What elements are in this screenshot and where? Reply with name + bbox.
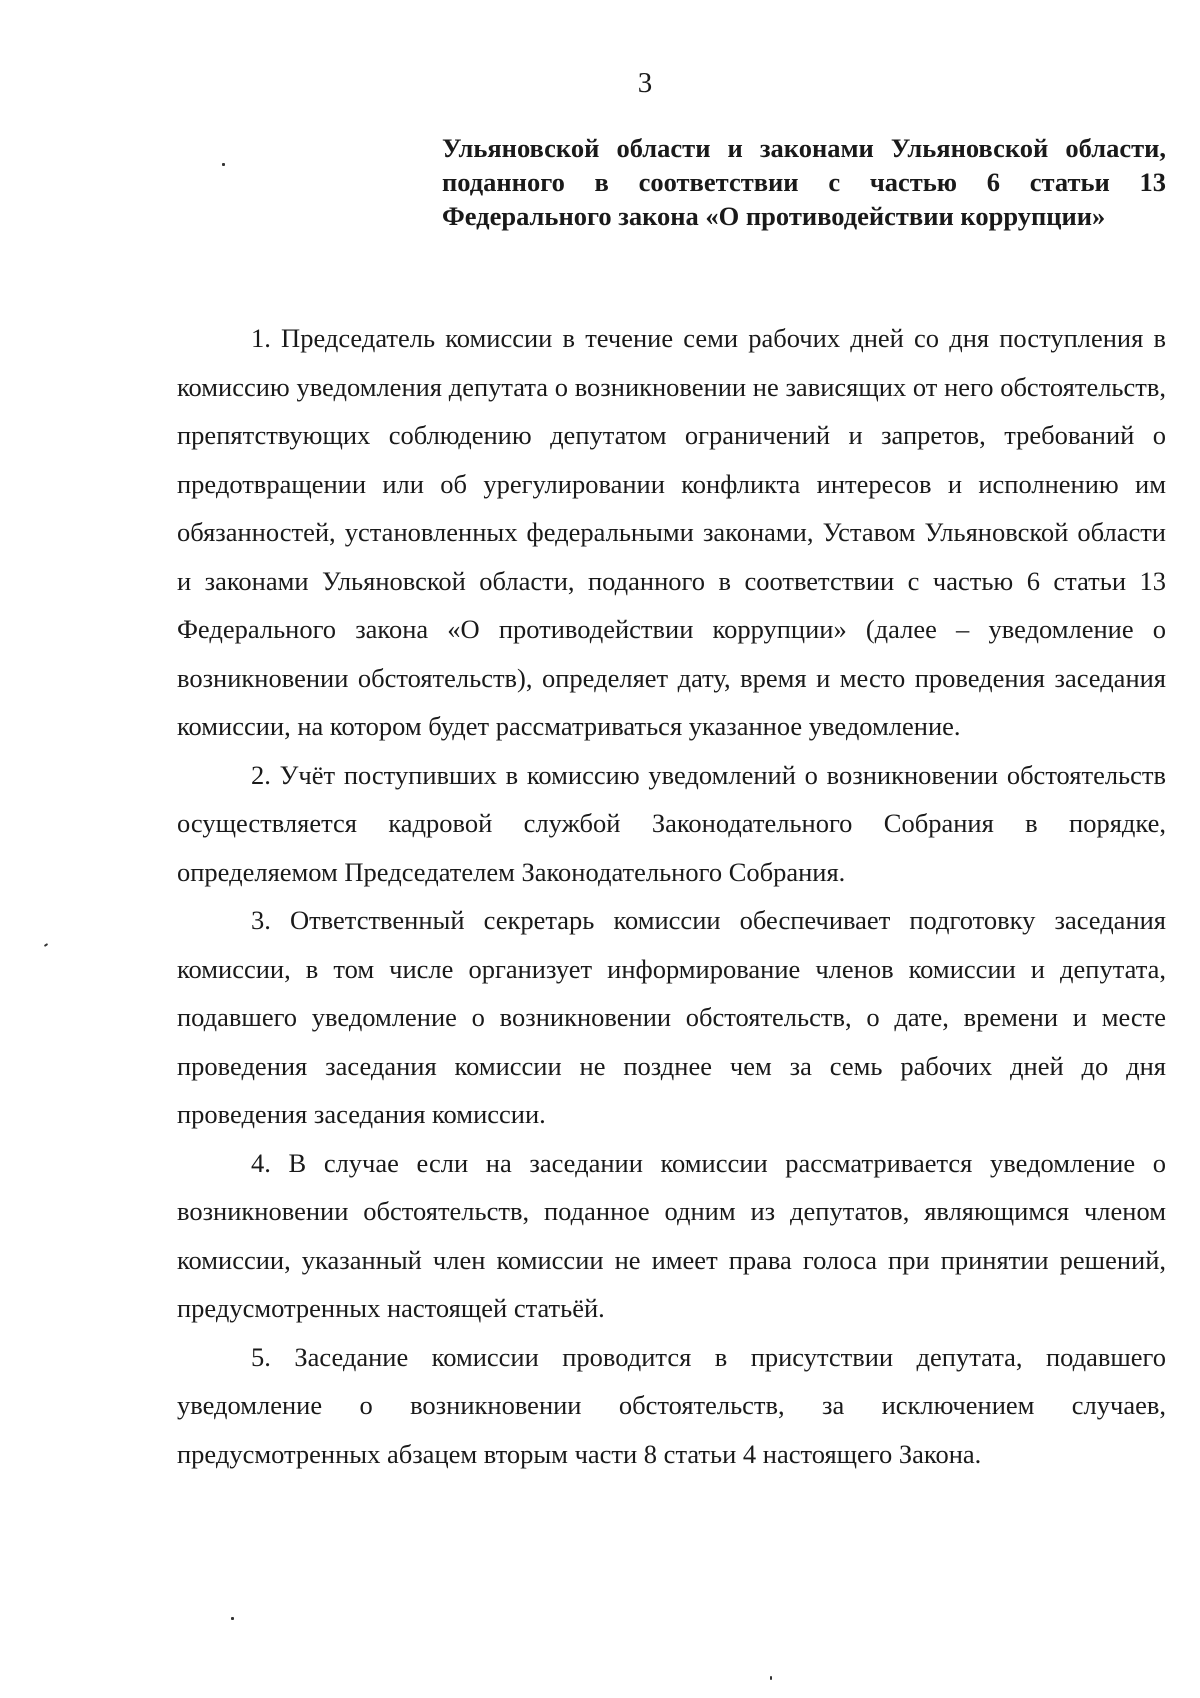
scan-speck bbox=[770, 1676, 772, 1680]
paragraph-1: 1. Председатель комиссии в течение семи рабочих дней со дня поступления в комиссию уведомления депутата о возникновении не зависящих от него обстоятельств, препятствующих соблюдению депутатом ограничений и запретов, требований о предотвращении или об урегулировании конфликта интересов и исполнению им обязанностей, установленных федеральными законами, Уставом Ульяновской области и законами Ульяновской области, поданного в соответствии с частью 6 статьи 13 Федерального закона «О противодействии коррупции» (далее – уведомление о возникновении обстоятельств), определяет дату, время и место проведения заседания комиссии, на котором будет рассматриваться указанное уведомление. bbox=[177, 323, 1166, 741]
paragraph-3: 3. Ответственный секретарь комиссии обеспечивает подготовку заседания комиссии, в том числе организует информирование членов комиссии и депутата, подавшего уведомление о возникновении обстоятельств, о дате, времени и месте проведения заседания комиссии не позднее чем за семь рабочих дней до дня проведения заседания комиссии. bbox=[177, 905, 1166, 1129]
paragraph-4: 4. В случае если на заседании комиссии рассматривается уведомление о возникновении обстоятельств, поданное одним из депутатов, являющимся членом комиссии, указанный член комиссии не имеет права голоса при принятии решений, предусмотренных настоящей статьёй. bbox=[177, 1147, 1166, 1323]
paragraph-2: 2. Учёт поступивших в комиссию уведомлений о возникновении обстоятельств осуществляется кадровой службой Законодательного Собрания в порядке, определяемом Председателем Законодательного Собрания. bbox=[177, 759, 1166, 887]
paragraph-5: 5. Заседание комиссии проводится в присутствии депутата, подавшего уведомление о возникновении обстоятельств, за исключением случаев, предусмотренных абзацем вторым части 8 статьи 4 настоящего Закона. bbox=[177, 1341, 1166, 1469]
page-number: 3 bbox=[637, 67, 653, 99]
scan-speck bbox=[44, 943, 48, 947]
document-body bbox=[177, 314, 1166, 1478]
scan-speck bbox=[231, 1617, 234, 1620]
scan-speck bbox=[222, 163, 225, 166]
section-heading: Ульяновской области и законами Ульяновской области, поданного в соответствии с частью 6 статьи 13 Федерального закона «О противодействии коррупции» bbox=[442, 133, 1166, 231]
